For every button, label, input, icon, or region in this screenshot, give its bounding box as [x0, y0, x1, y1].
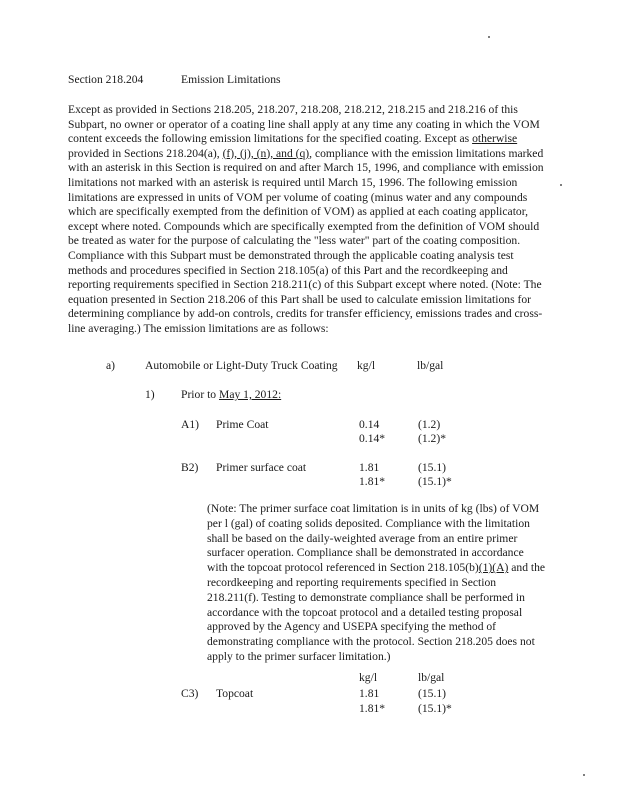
item-a-label: a) — [106, 359, 116, 372]
row-kg-value: 0.14 — [359, 418, 380, 431]
intro-paragraph — [68, 103, 550, 337]
intro-text-1: Except as provided in Sections 218.205, 218.207, 218.208, 218.212, 218.215 and 218.216 of this Subpart, no owner or operator of a coating line shall apply at any time any coating in which the VOM content exceeds the following emission limitations for the specified coating. Except as — [68, 103, 540, 146]
table-header-lb: lb/gal — [418, 671, 445, 684]
row-lb-value: (15.1) — [418, 687, 447, 700]
item-a-title: Automobile or Light-Duty Truck Coating — [145, 359, 338, 372]
item-1-text — [181, 388, 281, 403]
table-header-kg: kg/l — [359, 671, 378, 684]
row-lb-value: (15.1) — [418, 461, 447, 474]
scan-speck — [583, 774, 585, 776]
row-lb-value-asterisk: (15.1)* — [418, 702, 452, 715]
item-1-date: May 1, 2012: — [219, 388, 282, 401]
row-label: B2) — [181, 461, 199, 474]
row-name: Primer surface coat — [216, 461, 307, 474]
row-lb-value-asterisk: (15.1)* — [418, 475, 452, 488]
scan-speck — [488, 36, 490, 38]
section-number: Section 218.204 — [68, 73, 144, 86]
row-kg-value: 1.81 — [359, 687, 380, 700]
item-a-unit-kg: kg/l — [357, 359, 376, 372]
row-kg-value: 1.81 — [359, 461, 380, 474]
note-text-1: (Note: The primer surface coat limitation is in units of kg (lbs) of VOM per l (gal) of coating solids deposited. Compliance with the limitation shall be based on the daily-weighted average from an entire primer surfacer operation. Compliance shall be demonstrated in accordance with the topcoat protocol referenced in Section 218.105(b) — [207, 502, 540, 575]
row-kg-value-asterisk: 1.81* — [359, 702, 386, 715]
item-a-unit-lb: lb/gal — [417, 359, 444, 372]
note-paragraph — [207, 502, 547, 665]
row-lb-value-asterisk: (1.2)* — [418, 432, 447, 445]
intro-text-2: provided in Sections 218.204(a), — [68, 146, 223, 160]
row-kg-value-asterisk: 1.81* — [359, 475, 386, 488]
row-name: Prime Coat — [216, 418, 269, 431]
note-text-2: and the recordkeeping and reporting requirements specified in Section 218.211(f). Testing to demonstrate compliance shall be performed in accordance with the topcoat protocol and a detailed testing proposal approved by the Agency and USEPA specifying the method of demonstrating compliance with the protocol. Section 218.205 does not apply to the primer surfacer limitation.) — [207, 561, 546, 663]
intro-refs: (f), (j), (n), and (q) — [222, 146, 310, 160]
row-lb-value: (1.2) — [418, 418, 441, 431]
row-label: C3) — [181, 687, 199, 700]
section-title: Emission Limitations — [181, 73, 281, 86]
item-1-prefix: Prior to — [181, 388, 220, 401]
intro-otherwise: otherwise — [472, 132, 518, 146]
intro-text-3: , compliance with the emission limitations marked with an asterisk in this Section is required on and after March 15, 1996, and compliance with emission limitations not marked with an asterisk is required until March 15, 1996. The following emission limitations are expressed in units of VOM per volume of coating (minus water and any compounds which are specifically exempted from the definition of VOM) as applied at each coating applicator, except where noted. Compounds which are specifically exempted from the definition of VOM should be treated as water for the purpose of calculating the "less water" part of the coating composition. Compliance with this Subpart must be demonstrated through the applicable coating analysis test methods and procedures specified in Section 218.105(a) of this Part and the recordkeeping and reporting requirements specified in Section 218.211(c) of this Subpart except where noted. (Note: The equation presented in Section 218.206 of this Part shall be used to calculate emission limitations for determining compliance by add-on controls, credits for transfer efficiency, emissions trades and cross-line averaging.) The emission limitations are as follows: — [68, 146, 544, 335]
item-1-label: 1) — [145, 388, 155, 401]
note-ref: (1)(A) — [478, 561, 509, 575]
row-kg-value-asterisk: 0.14* — [359, 432, 386, 445]
row-name: Topcoat — [216, 687, 254, 700]
scan-speck — [560, 184, 562, 186]
row-label: A1) — [181, 418, 200, 431]
